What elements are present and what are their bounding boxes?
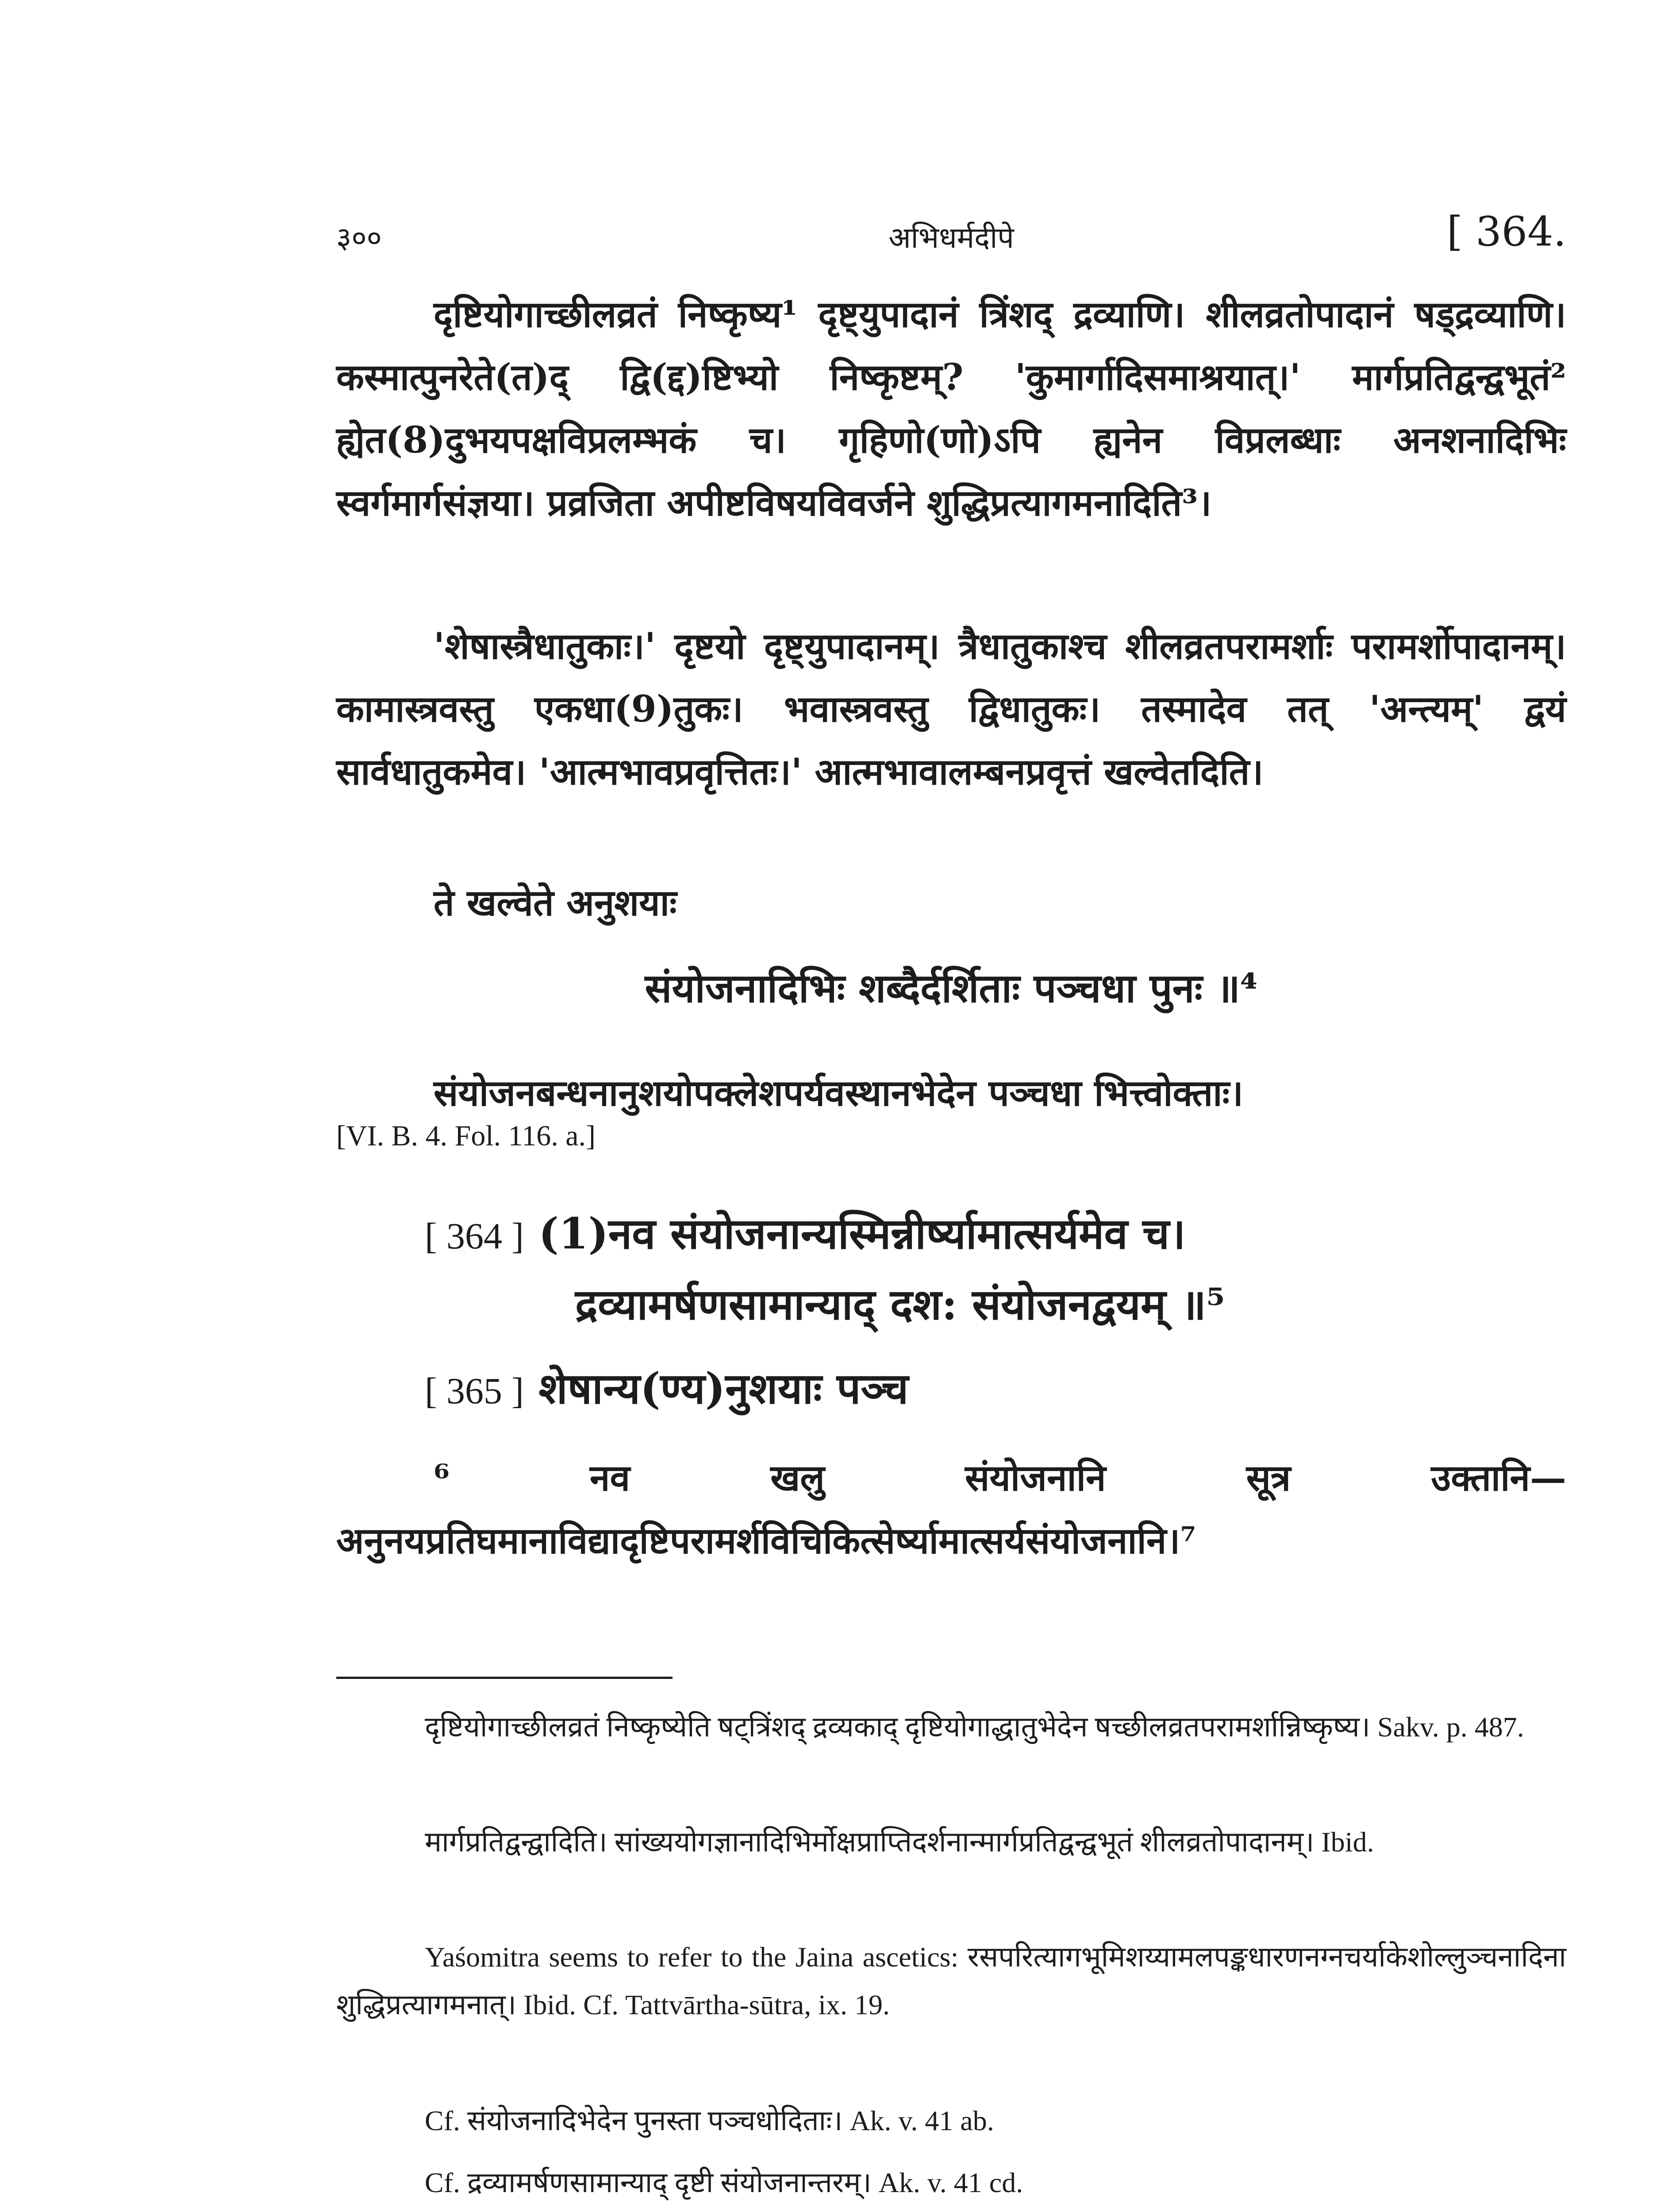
verse-365-line-1 bbox=[425, 1358, 908, 1416]
verse-364-text-1: (1)नव संयोजनान्यस्मिन्नीर्ष्यामात्सर्यमेव च। bbox=[538, 1209, 1186, 1259]
verse-number-364: [ 364 ] bbox=[425, 1216, 524, 1257]
paragraph-4: संयोजनबन्धनानुशयोपक्लेशपर्यवस्थानभेदेन पञ्चधा भित्त्वोक्ताः। bbox=[434, 1072, 1244, 1114]
footnote-rule bbox=[336, 1677, 673, 1679]
footnote-2: मार्गप्रतिद्वन्द्वादिति। सांख्ययोगज्ञानादिभिर्मोक्षप्राप्तिदर्शनान्मार्गप्रतिद्वन्द्वभूतं शीलव्रतोपादानम्। Ibid. bbox=[425, 1826, 1374, 1858]
footnote-3: Yaśomitra seems to refer to the Jaina ascetics: रसपरित्यागभूमिशय्यामलपङ्कधारणनग्नचर्याकेशोल्लुञ्चनादिना शुद्धिप्रत्यागमनात्। Ibid. Cf. Tattvārtha-sūtra, ix. 19. bbox=[336, 1941, 1566, 2020]
verse-center: संयोजनादिभिः शब्दैर्दर्शिताः पञ्चधा पुनः ॥⁴ bbox=[645, 965, 1258, 1012]
page-number: ३०० bbox=[336, 221, 382, 255]
paragraph-2: 'शेषास्त्रैधातुकाः।' दृष्टयो दृष्ट्युपादानम्। त्रैधातुकाश्च शीलव्रतपरामर्शाः परामर्शोपादानम्। कामास्त्रवस्तु एकधा(9)तुकः। भवास्त्रवस्तु द्विधातुकः। तस्मादेव तत् 'अन्त्यम्' द्वयं सार्वधातुकमेव। 'आत्मभावप्रवृत्तितः।' आत्मभावालम्बनप्रवृत्तं खल्वेतदिति। bbox=[336, 625, 1566, 793]
footnote-5: Cf. द्रव्यामर्षणसामान्याद् दृष्टी संयोजनान्तरम्। Ak. v. 41 cd. bbox=[425, 2167, 1023, 2198]
folio-reference: [VI. B. 4. Fol. 116. a.] bbox=[336, 1120, 596, 1152]
verse-364-line-2: द्रव्यामर्षणसामान्याद् दश: संयोजनद्वयम् ॥⁵ bbox=[575, 1279, 1225, 1329]
running-title: अभिधर्मदीपे bbox=[888, 221, 1014, 255]
paragraph-5: ⁶ नव खलु संयोजनानि सूत्र उक्तानि—अनुनयप्रतिघमानाविद्यादृष्टिपरामर्शविचिकित्सेर्ष्यामात्सर्यसंयोजनानि।⁷ bbox=[336, 1457, 1566, 1562]
footnote-4: Cf. संयोजनादिभेदेन पुनस्ता पञ्चधोदिताः। Ak. v. 41 ab. bbox=[425, 2105, 994, 2136]
verse-364-line-1 bbox=[425, 1203, 1186, 1261]
paragraph-1: दृष्टियोगाच्छीलव्रतं निष्कृष्य¹ दृष्ट्युपादानं त्रिंशद् द्रव्याणि। शीलव्रतोपादानं षड्द्रव्याणि। कस्मात्पुनरेते(त)द् द्वि(द्द)ष्टिभ्यो निष्कृष्टम्? 'कुमार्गादिसमाश्रयात्।' मार्गप्रतिद्वन्द्वभूतं² ह्येत(8)दुभयपक्षविप्रलम्भकं च। गृहिणो(णो)ऽपि ह्यनेन विप्रलब्धाः अनशनादिभिः स्वर्गमार्गसंज्ञया। प्रव्रजिता अपीष्टविषयविवर्जने शुद्धिप्रत्यागमनादिति³। bbox=[336, 293, 1566, 524]
paragraph-3: ते खल्वेते अनुशयाः bbox=[434, 882, 677, 924]
verse-number-365: [ 365 ] bbox=[425, 1371, 524, 1412]
page-header bbox=[336, 208, 1566, 274]
verse-365-text-1: शेषान्य(ण्य)नुशयाः पञ्च bbox=[538, 1363, 909, 1413]
section-reference: [ 364. bbox=[1447, 208, 1566, 255]
footnote-1: दृष्टियोगाच्छीलव्रतं निष्कृष्येति षट्त्रिंशद् द्रव्यकाद् दृष्टियोगाद्धातुभेदेन षच्छीलव्रतपरामर्शान्निष्कृष्य। Sakv. p. 487. bbox=[425, 1711, 1524, 1743]
